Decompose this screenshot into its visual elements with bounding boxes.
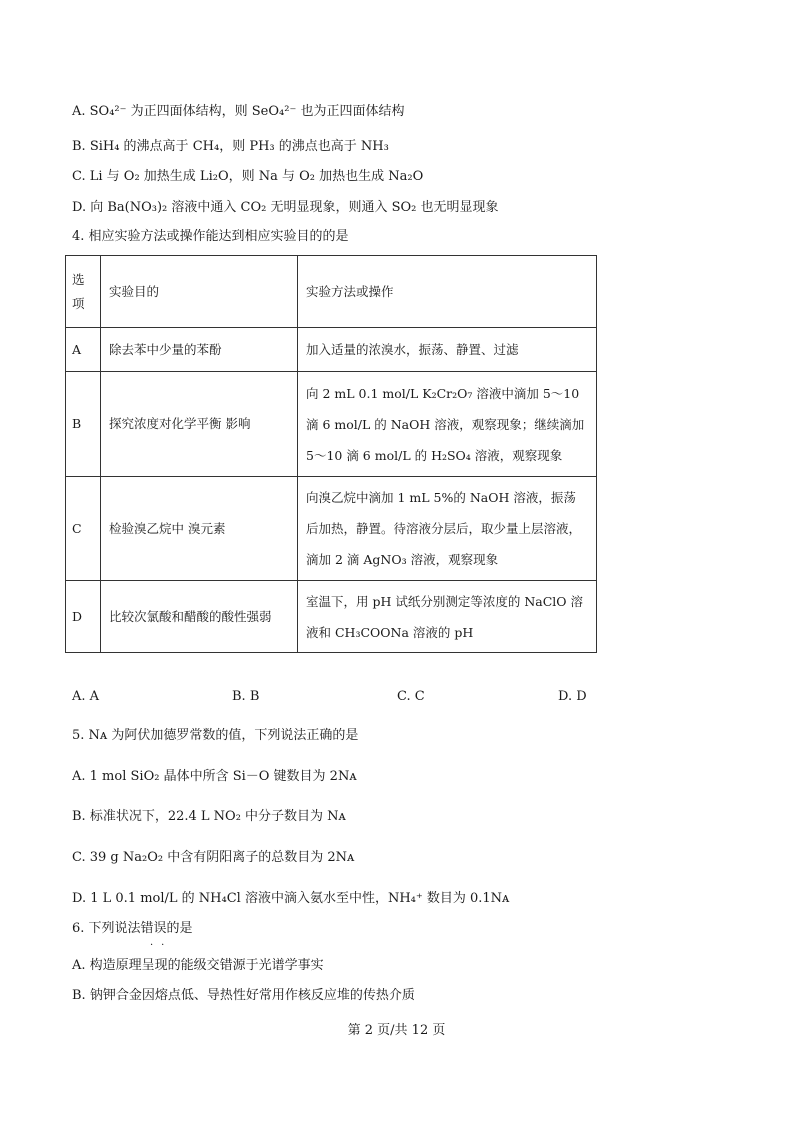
- row-method: 向溴乙烷中滴加 1 mL 5%的 NaOH 溶液，振荡后加热，静置。待溶液分层后，取少量上层溶液，滴加 2 滴 AgNO₃ 溶液，观察现象: [298, 477, 597, 581]
- q6-option-b: B. 钠钾合金因熔点低、导热性好常用作核反应堆的传热介质: [72, 988, 415, 1003]
- row-method: 加入适量的浓溴水，振荡、静置、过滤: [298, 328, 597, 372]
- q6-stem: 6. 下列说法错误的是: [72, 921, 193, 936]
- row-purpose: 检验溴乙烷中 溴元素: [101, 477, 298, 581]
- row-purpose: 比较次氯酸和醋酸的酸性强弱: [101, 581, 298, 653]
- q5-option-b: B. 标准状况下，22.4 L NO₂ 中分子数目为 Nᴀ: [72, 809, 346, 824]
- row-purpose: 除去苯中少量的苯酚: [101, 328, 298, 372]
- table-row: [66, 328, 597, 372]
- row-option: D: [66, 581, 101, 653]
- header-option: 选 项: [66, 256, 101, 328]
- q5-option-d: D. 1 L 0.1 mol/L 的 NH₄Cl 溶液中滴入氨水至中性，NH₄⁺ 数目为 0.1Nᴀ: [72, 891, 510, 906]
- row-method: 向 2 mL 0.1 mol/L K₂Cr₂O₇ 溶液中滴加 5～10 滴 6 mol/L 的 NaOH 溶液，观察现象；继续滴加 5～10 滴 6 mol/L 的 H₂SO₄ 溶液，观察现象: [298, 372, 597, 477]
- q5-option-c: C. 39 g Na₂O₂ 中含有阴阳离子的总数目为 2Nᴀ: [72, 850, 355, 865]
- row-purpose: 探究浓度对化学平衡 影响: [101, 372, 298, 477]
- row-option: A: [66, 328, 101, 372]
- table-header-row: [66, 256, 597, 328]
- q4-option-d: D. D: [558, 689, 587, 704]
- q5-stem: 5. Nᴀ 为阿伏加德罗常数的值，下列说法正确的是: [72, 728, 359, 743]
- q4-option-c: C. C: [397, 689, 425, 704]
- q3-option-a: A. SO₄²⁻ 为正四面体结构，则 SeO₄²⁻ 也为正四面体结构: [72, 104, 405, 119]
- q4-options: [72, 689, 592, 707]
- header-purpose: 实验目的: [101, 256, 298, 328]
- q5-option-a: A. 1 mol SiO₂ 晶体中所含 Si－O 键数目为 2Nᴀ: [72, 769, 357, 784]
- row-option: B: [66, 372, 101, 477]
- table-row: [66, 477, 597, 581]
- table-row: [66, 581, 597, 653]
- q4-option-a: A. A: [72, 689, 100, 704]
- row-option: C: [66, 477, 101, 581]
- experiment-table: [65, 255, 597, 653]
- table-row: [66, 372, 597, 477]
- q3-option-d: D. 向 Ba(NO₃)₂ 溶液中通入 CO₂ 无明显现象，则通入 SO₂ 也无明显现象: [72, 200, 499, 215]
- emphasis-dots: ··: [150, 940, 173, 951]
- q4-option-b: B. B: [232, 689, 260, 704]
- row-method: 室温下，用 pH 试纸分别测定等浓度的 NaClO 溶液和 CH₃COONa 溶液的 pH: [298, 581, 597, 653]
- q3-option-b: B. SiH₄ 的沸点高于 CH₄，则 PH₃ 的沸点也高于 NH₃: [72, 139, 389, 154]
- q3-option-c: C. Li 与 O₂ 加热生成 Li₂O，则 Na 与 O₂ 加热也生成 Na₂O: [72, 169, 424, 184]
- header-method: 实验方法或操作: [298, 256, 597, 328]
- page-footer: 第 2 页/共 12 页: [347, 1023, 446, 1038]
- q6-option-a: A. 构造原理呈现的能级交错源于光谱学事实: [72, 958, 324, 973]
- q4-stem: 4. 相应实验方法或操作能达到相应实验目的的是: [72, 229, 349, 244]
